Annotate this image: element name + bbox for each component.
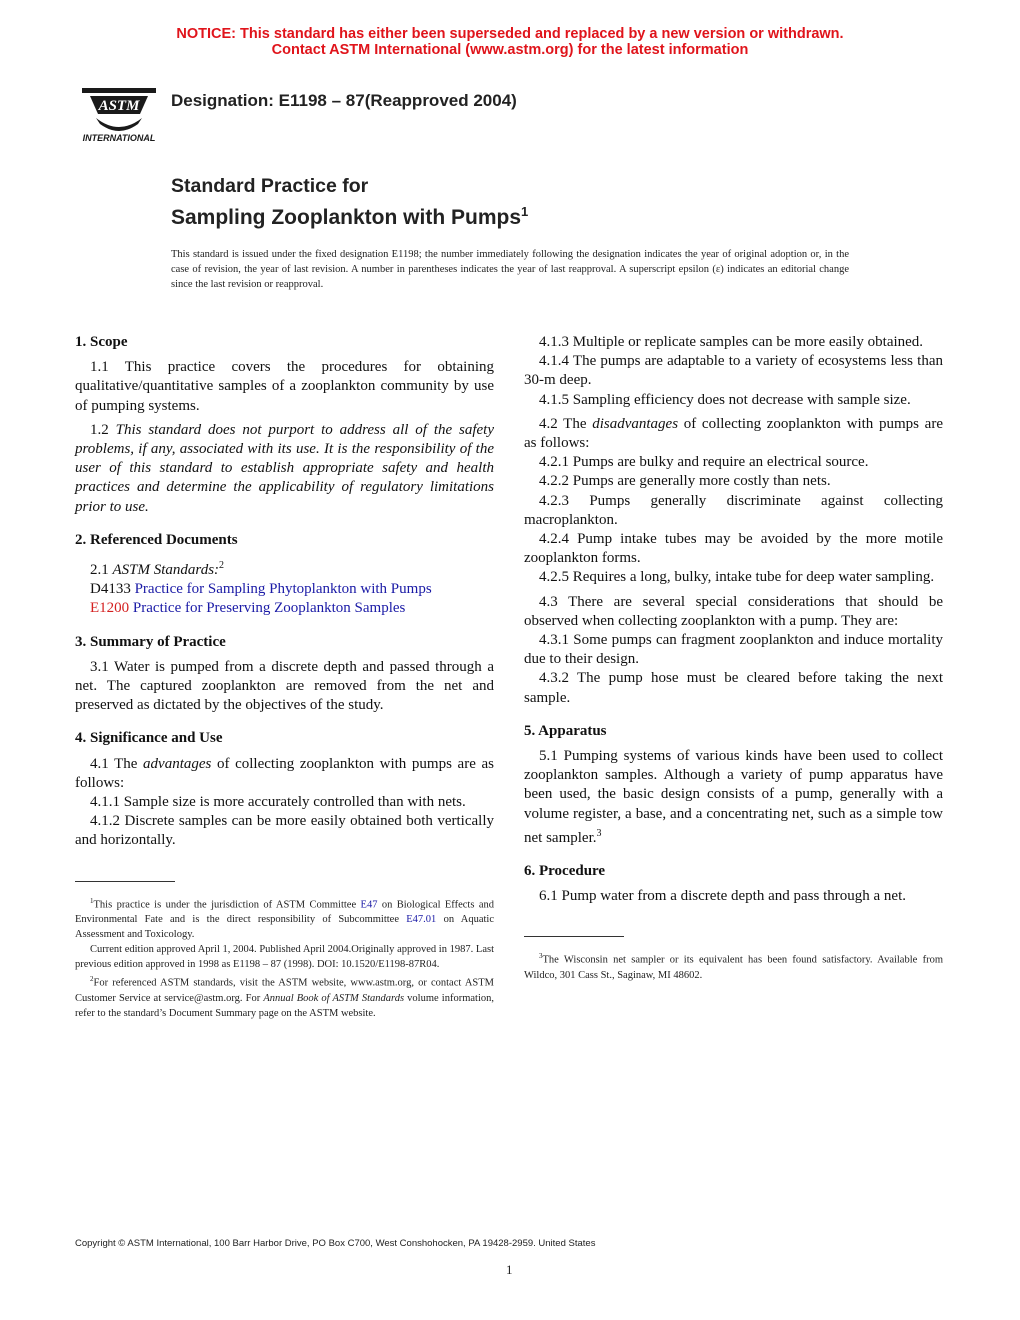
footnote-1 [75,894,494,943]
para-4-2-3: 4.2.3 Pumps generally discriminate against collecting macroplankton. [524,492,943,528]
footnote-2-marker: 2 [90,975,94,984]
issue-note: This standard is issued under the fixed designation E1198; the number immediately following the designation indicates the year of original adoption or, in the case of revision, the year of last revision. A number in parentheses indicates the year of last reapproval. A superscript epsilon (ε) indicates an editorial change since the last revision or reapproval. [171,249,849,290]
para-4-2-4: 4.2.4 Pump intake tubes may be avoided by the more motile zooplankton forms. [524,531,943,567]
ref-d4133-code: D4133 [90,581,131,598]
footnote-1-c: on Aquatic Assessment and Toxicology. [75,914,494,941]
para-4-2-2: 4.2.2 Pumps are generally more costly than nets. [539,473,831,490]
copyright-line: Copyright © ASTM International, 100 Barr Harbor Drive, PO Box C700, West Conshohocken, PA 19428-2959. United States [75,1238,596,1249]
para-2-1-num: 2.1 [90,562,113,579]
logo-top-text: ASTM [98,98,140,114]
para-4-2-1: 4.2.1 Pumps are bulky and require an electrical source. [539,454,869,471]
astm-logo-icon [76,76,162,146]
section-1-heading: 1. Scope [75,334,128,350]
footnote-3 [524,949,943,983]
left-column [75,333,494,1021]
footnote-1-a: This practice is under the jurisdiction of ASTM Committee [93,899,361,911]
title-line-1: Standard Practice for [171,175,369,197]
title-line-2-text: Sampling Zooplankton with Pumps [171,206,521,229]
designation: Designation: E1198 – 87(Reapproved 2004) [171,91,517,110]
para-2-1-sup: 2 [219,560,225,572]
para-4-2-a: 4.2 The [539,415,593,432]
footnote-1-subcommittee-link[interactable]: E47.01 [406,914,437,926]
footnote-2-b: volume information, refer to the standard’s Document Summary page on the ASTM website. [75,992,494,1019]
section-2-heading: 2. Referenced Documents [75,531,238,548]
footnote-1-edition: Current edition approved April 1, 2004. Published April 2004.Originally approved in 1987. Last previous edition approved in 1998 as E1198 – 87 (1998). DOI: 10.1520/E1198-87R04. [75,944,494,971]
para-1-2-text: This standard does not purport to address all of the safety problems, if any, associated with its use. It is the responsibility of the user of this standard to establish appropriate safety and health practices and determine the applicability of regulatory limitations prior to use. [75,421,495,515]
logo-bottom-text: INTERNATIONAL [82,133,156,143]
footnote-3-marker: 3 [539,952,543,961]
section-3-heading: 3. Summary of Practice [75,633,226,650]
para-5-1-sup: 3 [596,827,602,839]
para-4-1-4: 4.1.4 The pumps are adaptable to a variety of ecosystems less than 30-m deep. [524,353,943,389]
para-4-1-a: 4.1 The [90,755,144,772]
para-4-1-b: of collecting zooplankton with pumps are as follows: [75,755,494,791]
para-3-1: 3.1 Water is pumped from a discrete depth and passed through a net. The captured zooplankton are removed from the net and preserved as dictated by the objectives of the study. [75,658,494,714]
para-4-3-2: 4.3.2 The pump hose must be cleared before taking the next sample. [524,670,943,706]
para-1-2-num: 1.2 [90,421,116,438]
para-4-1-italic: advantages [143,755,212,772]
section-5-heading: 5. Apparatus [524,722,607,739]
para-4-2-b: of collecting zooplankton with pumps are as follows: [524,415,943,452]
notice-line-1: NOTICE: This standard has either been superseded and replaced by a new version or withdrawn. [176,26,844,42]
page-number: 1 [506,1262,513,1277]
title-line-2 [171,198,528,232]
section-6-heading: 6. Procedure [524,863,606,880]
para-5-1 [524,747,943,848]
para-4-1-1: 4.1.1 Sample size is more accurately controlled than with nets. [90,794,466,811]
para-2-1 [75,556,494,580]
para-4-1-2: 4.1.2 Discrete samples can be more easily obtained both vertically and horizontally. [75,813,494,849]
footnote-2 [75,972,494,1021]
footnote-1-marker: 1 [90,896,94,905]
para-4-2-italic: disadvantages [592,415,679,432]
section-4-heading: 4. Significance and Use [75,730,223,747]
reference-d4133 [75,580,494,599]
right-column [524,333,943,983]
para-4-3-1: 4.3.1 Some pumps can fragment zooplankton and induce mortality due to their design. [524,632,943,668]
para-4-2-5: 4.2.5 Requires a long, bulky, intake tube for deep water sampling. [539,569,935,586]
para-6-1: 6.1 Pump water from a discrete depth and pass through a net. [539,888,906,905]
notice-line-2: Contact ASTM International (www.astm.org) for the latest information [271,42,749,58]
para-4-2 [524,415,943,453]
footnote-rule-right [524,936,624,937]
title-footnote-marker: 1 [521,204,529,219]
footnote-2-italic: Annual Book of ASTM Standards [263,992,405,1004]
para-1-2 [75,421,494,517]
document-title [171,174,528,232]
para-4-3: 4.3 There are several special considerations that should be observed when collecting zooplankton with a pump. They are: [524,593,943,629]
para-4-1-3: 4.1.3 Multiple or replicate samples can be more easily obtained. [539,334,924,350]
footnote-3-text: The Wisconsin net sampler or its equivalent has been found satisfactory. Available from Wildco, 301 Cass St., Saginaw, MI 48602. [524,954,943,981]
footnote-1-b: on Biological Effects and Environmental Fate and is the direct responsibility of Subcommittee [75,899,494,926]
ref-e1200-code[interactable]: E1200 [90,600,130,617]
ref-e1200-link[interactable]: Practice for Preserving Zooplankton Samples [132,600,406,617]
para-4-1 [75,755,494,793]
footnote-rule-left [75,881,175,882]
superseded-notice [0,26,1020,58]
footnote-1-committee-link[interactable]: E47 [360,899,378,911]
para-4-1-5: 4.1.5 Sampling efficiency does not decrease with sample size. [539,391,911,408]
para-5-1-text: 5.1 Pumping systems of various kinds have been used to collect zooplankton samples. Although a variety of pump apparatus have been used, the basic design consists of a pump, generally with a volume register, a base, and a concentrating net, such as a simple tow net sampler. [524,748,943,846]
para-1-1: 1.1 This practice covers the procedures for obtaining qualitative/quantitative samples of a zooplankton community by use of pumping systems. [75,359,494,414]
para-2-1-text: ASTM Standards: [112,562,220,579]
ref-d4133-link[interactable]: Practice for Sampling Phytoplankton with Pumps [134,581,432,598]
footnote-2-a: For referenced ASTM standards, visit the ASTM website, www.astm.org, or contact ASTM Customer Service at service@astm.org. For [75,977,494,1004]
reference-e1200 [75,599,494,618]
astm-logo [76,76,162,146]
